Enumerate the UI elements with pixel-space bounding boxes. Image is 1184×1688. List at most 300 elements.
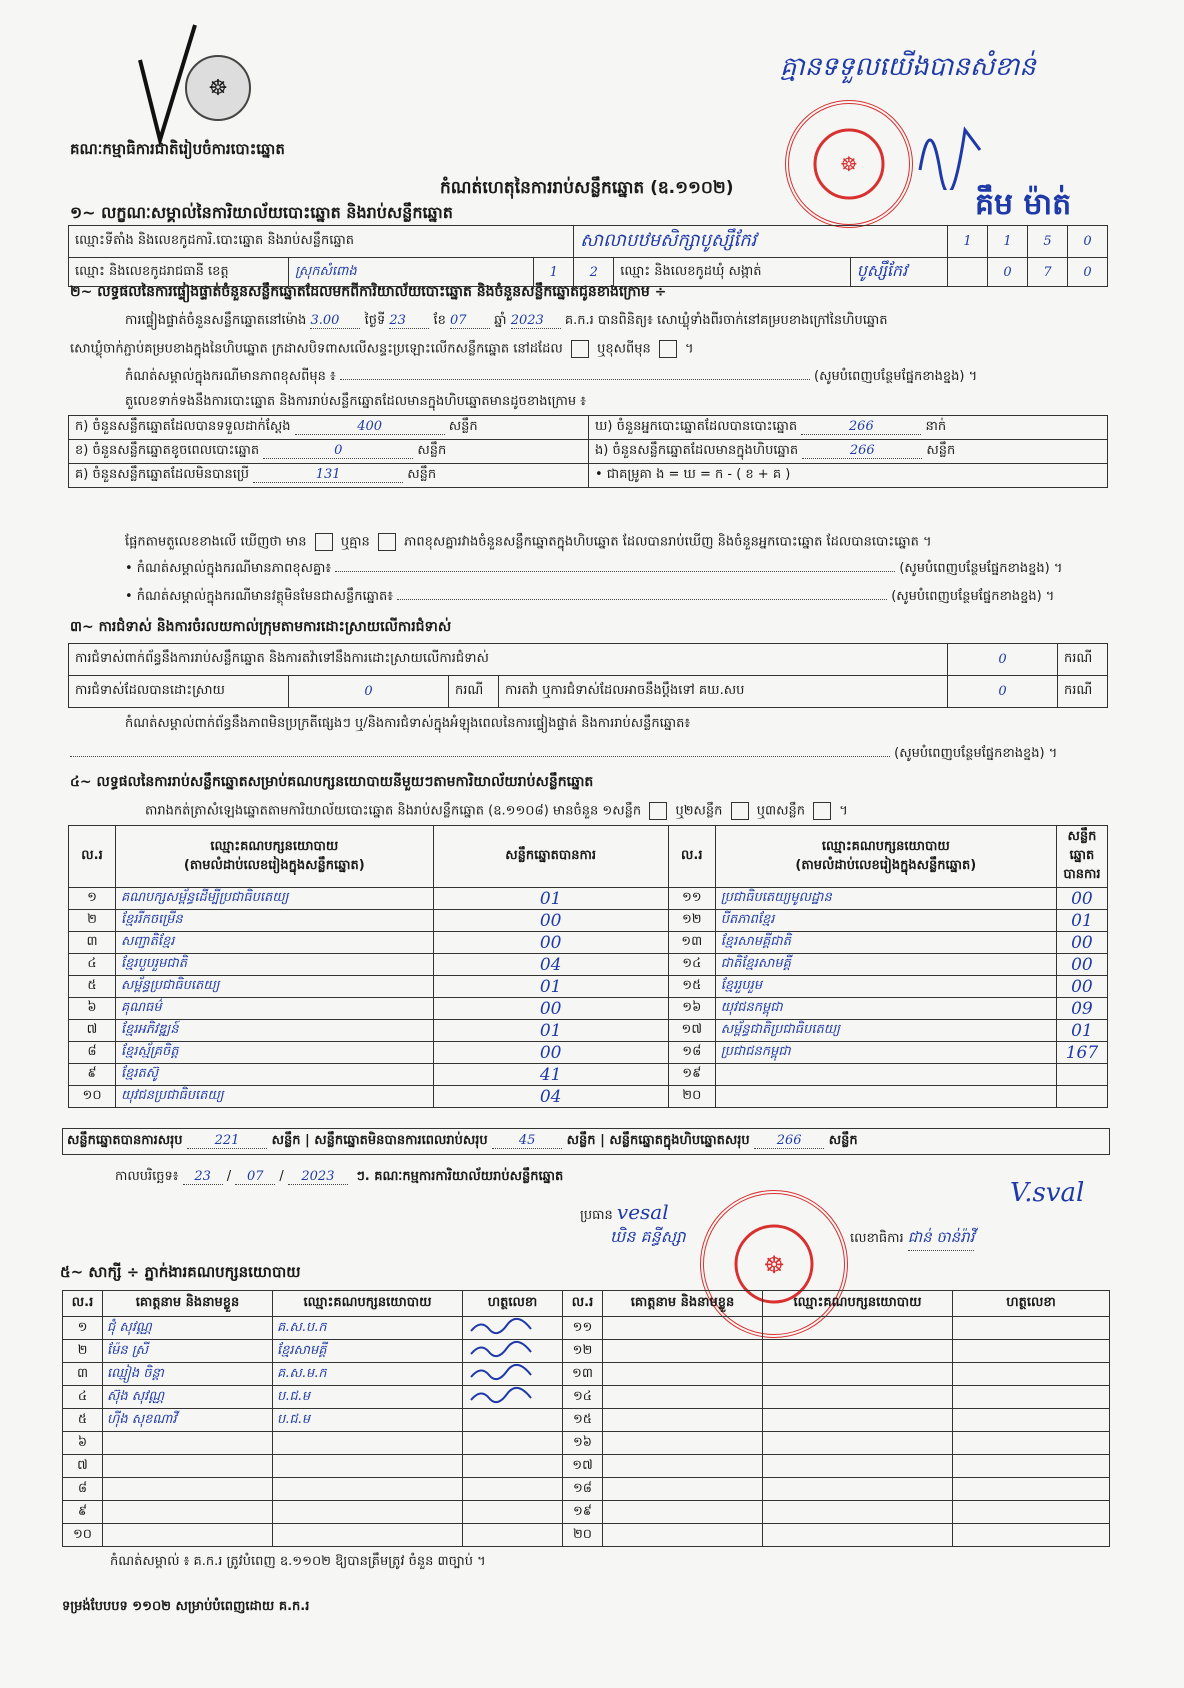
site-value: សាលាបឋមសិក្សាបូស្សឹកែវ (574, 226, 948, 258)
witness-party (273, 1501, 463, 1524)
chair-signature: vesal (616, 1200, 669, 1224)
table-row (69, 1064, 1108, 1086)
witness-party[interactable] (763, 1432, 953, 1455)
verify-text-e: គ.ក.រ បានពិនិត្យ៖ សោឃ្លុំទាំងពីរចាក់នៅគម្របខាងក្រៅនៃហិបឆ្នោត (564, 313, 888, 328)
witness-no: ១៧ (563, 1455, 603, 1478)
result-no: ៨ (69, 1042, 116, 1064)
witness-sign (463, 1386, 563, 1409)
witness-name[interactable] (603, 1340, 763, 1363)
witness-sign[interactable] (463, 1478, 563, 1501)
result-no: ១៧ (668, 1020, 715, 1042)
irregularity-note: កំណត់សម្គាល់ពាក់ព័ន្ធនឹងភាពមិនប្រក្រតីផ្សេងៗ ឬ/និងការជំទាស់ក្នុងអំឡុងពេលនៃការផ្ទៀងផ្ទាត់ និងការរាប់សន្លឹកឆ្នោត៖ (125, 716, 691, 731)
witness-header-no-right: ល.រ (563, 1291, 603, 1317)
total-invalid-unit: សន្លឹក (566, 1133, 596, 1148)
date-year: 2023 (288, 1169, 348, 1185)
resolved-unit: ករណី (449, 676, 499, 708)
witness-body (63, 1317, 1110, 1547)
result-party: ខ្មែរសាមគ្គីជាតិ (715, 932, 1056, 954)
date-month: 07 (235, 1169, 275, 1185)
witness-header-party-right: ឈ្មោះគណបក្សនយោបាយ (763, 1291, 953, 1317)
result-party: សញ្ជាតិខ្មែរ (116, 932, 434, 954)
results-header-party-right-title: ឈ្មោះគណបក្សនយោបាយ (821, 838, 950, 854)
witness-name[interactable] (603, 1524, 763, 1547)
result-votes: 01 (1056, 1020, 1107, 1042)
appeal-label: ការតវ៉ា ឬការជំទាស់ដែលអាចនឹងប្តឹងទៅ គឃ.សប (499, 676, 948, 708)
witness-name: ម៉ែន ស្រី (103, 1340, 273, 1363)
result-no: ១០ (69, 1086, 116, 1108)
total-box-unit: សន្លឹក (828, 1133, 858, 1148)
witness-sign (463, 1340, 563, 1363)
result-party: គុណធម៌ (116, 998, 434, 1020)
result-no: ១៤ (668, 954, 715, 976)
witness-no: ២០ (563, 1524, 603, 1547)
result-votes: 04 (433, 954, 668, 976)
commune-label: ឈ្មោះ និងលេខកូដឃុំ សង្កាត់ (614, 258, 850, 287)
result-votes: 04 (433, 1086, 668, 1108)
party-results-body (69, 888, 1108, 1108)
witness-no: ១៩ (563, 1501, 603, 1524)
bullet2-fill-more: (សូមបំពេញបន្ថែមផ្នែកខាងខ្នង) ។ (891, 589, 1055, 604)
result-party: ខ្មែរបួបរួមជាតិ (116, 954, 434, 976)
result-no: ៧ (69, 1020, 116, 1042)
witness-no: ១៦ (563, 1432, 603, 1455)
results-header-party-left (116, 826, 434, 888)
province-label: ឈ្មោះ និងលេខកូដរាជធានី ខេត្ត (69, 258, 289, 287)
voters-value: 266 (801, 419, 921, 435)
witness-party[interactable] (763, 1317, 953, 1340)
witness-name: ស៊ុង សុវណ្ណ (103, 1386, 273, 1409)
result-party (715, 1086, 1056, 1108)
stamp-emblem-icon (809, 124, 889, 204)
witness-header-no-left: ល.រ (63, 1291, 103, 1317)
voters-unit: នាក់ (925, 419, 947, 434)
section1-table (68, 225, 1108, 287)
tally-intro: តារាងកត់ត្រាសំឡេងឆ្នោតតាមការិយាល័យបោះឆ្នោត និងរាប់សន្លឹកឆ្នោត (ឧ.១១០៨) មានចំនួន ១សន្លឹក (145, 803, 642, 819)
spoiled-unit: សន្លឹក (417, 443, 447, 458)
spoiled-value: 0 (263, 443, 413, 459)
date-signer-line: កាលបរិច្ឆេទ៖ 23 / 07 / 2023 ៗ. គណៈកម្មការការិយាល័យរាប់សន្លឹកឆ្នោត (115, 1169, 564, 1184)
witness-header-name-left: គោត្តនាម និងនាមខ្លួន (103, 1291, 273, 1317)
inbox-value: 266 (802, 443, 922, 459)
result-party: ខ្មែរតស៊ូ (116, 1064, 434, 1086)
result-no: ២ (69, 910, 116, 932)
tally-intro-line: តារាងកត់ត្រាសំឡេងឆ្នោតតាមការិយាល័យបោះឆ្នោត និងរាប់សន្លឹកឆ្នោត (ឧ.១១០៨) មានចំនួន ១សន្លឹក ឬ២សន្លឹក ឬ៣សន្លឹក ។ (145, 803, 848, 819)
form-title: កំណត់ហេតុនៃការរាប់សន្លឹកឆ្នោត (ឧ.១១០២) (440, 178, 734, 198)
tally-intro-c: ឬ៣សន្លឹក (756, 803, 805, 819)
compare-none-text: ឬគ្មាន (340, 534, 370, 550)
result-party: សម្ព័ន្ធជាតិប្រជាធិបតេយ្យ (715, 1020, 1056, 1042)
witness-party[interactable] (763, 1340, 953, 1363)
witness-sign[interactable] (953, 1317, 1110, 1340)
table-row (63, 1524, 1110, 1547)
inbox-label: ង) ចំនួនសន្លឹកឆ្នោតដែលមានក្នុងហិបឆ្នោត (595, 443, 799, 458)
witness-party: ប.ជ.ម (273, 1386, 463, 1409)
changed-text: ឬខុសពីមុន (597, 341, 651, 357)
result-no: ៦ (69, 998, 116, 1020)
signature-scribble-icon (467, 1340, 537, 1358)
commune-value: បូស្សឹកែវ (850, 258, 947, 287)
spoiled-cell (69, 440, 589, 464)
result-votes: 00 (1056, 932, 1107, 954)
table-row (63, 1432, 1110, 1455)
total-valid-label: សន្លឹកឆ្នោតបានការសរុប (67, 1133, 183, 1148)
secretary-block (850, 1228, 974, 1251)
witness-party: ប.ជ.ម (273, 1409, 463, 1432)
result-votes (1056, 1064, 1107, 1086)
site-label: ឈ្មោះទីតាំង និងលេខកូដការិ.បោះឆ្នោត និងរាប់សន្លឹកឆ្នោត (69, 226, 574, 258)
result-no: ១ (69, 888, 116, 910)
appeal-value: 0 (948, 676, 1058, 708)
province-code-2: 2 (574, 258, 614, 287)
witness-party (273, 1432, 463, 1455)
result-votes: 41 (433, 1064, 668, 1086)
table-row (63, 1478, 1110, 1501)
witness-no: ១ (63, 1317, 103, 1340)
witness-party[interactable] (763, 1524, 953, 1547)
result-party: ជាតិខ្មែរសាមគ្គី (715, 954, 1056, 976)
witness-party[interactable] (763, 1386, 953, 1409)
received-unit: សន្លឹក (448, 419, 478, 434)
witness-sign[interactable] (953, 1386, 1110, 1409)
total-box-value: 266 (754, 1133, 824, 1149)
witness-sign[interactable] (953, 1432, 1110, 1455)
witness-sign (463, 1363, 563, 1386)
witness-party: គ.ស.ម.ក (273, 1363, 463, 1386)
table-row (63, 1386, 1110, 1409)
inbox-cell (589, 440, 1108, 464)
witness-sign[interactable] (463, 1501, 563, 1524)
witness-sign[interactable] (953, 1409, 1110, 1432)
witness-party[interactable] (763, 1478, 953, 1501)
svg-text:☸: ☸ (840, 152, 858, 176)
result-party: ខ្មែរអភិវឌ្ឍន៍ (116, 1020, 434, 1042)
check-mark (130, 20, 200, 150)
bullet2-line (125, 588, 1115, 607)
compare-text: ផ្អែកតាមតួលេខខាងលើ ឃើញថា មាន (125, 534, 307, 550)
witness-no: ៤ (63, 1386, 103, 1409)
total-box-label: សន្លឹកឆ្នោតក្នុងហិបឆ្នោតសរុប (609, 1133, 750, 1148)
witness-no: ១៣ (563, 1363, 603, 1386)
signature-scribble-icon (467, 1386, 537, 1404)
table-row (69, 910, 1108, 932)
result-no: ១៩ (668, 1064, 715, 1086)
objection-unit: ករណី (1058, 644, 1108, 676)
verify-year: 2023 (511, 313, 561, 329)
result-party: ប្រជាធិបតេយ្យមូលដ្ឋាន (715, 888, 1056, 910)
result-party: គណបក្សសម្ព័ន្ធដើម្បីប្រជាធិបតេយ្យ (116, 888, 434, 910)
result-votes: 00 (1056, 954, 1107, 976)
commission-name: គណៈកម្មាធិការជាតិរៀបចំការបោះឆ្នោត (70, 140, 285, 158)
site-code-2: 1 (988, 226, 1028, 258)
inbox-unit: សន្លឹក (926, 443, 956, 458)
handwritten-name: គឹម ម៉ាត់ (975, 187, 1072, 222)
table-row (63, 1409, 1110, 1432)
result-party: ប្រជាជនកម្ពុជា (715, 1042, 1056, 1064)
verify-day: 23 (389, 313, 429, 329)
verification-line (125, 312, 1115, 331)
site-code-3: 5 (1028, 226, 1068, 258)
witness-name[interactable] (603, 1363, 763, 1386)
witness-party (273, 1524, 463, 1547)
table-row (63, 1317, 1110, 1340)
witness-name[interactable] (603, 1409, 763, 1432)
witness-sign[interactable] (463, 1524, 563, 1547)
no-difference-checkbox[interactable] (378, 533, 396, 551)
chair-block (580, 1200, 686, 1250)
nec-logo: ☸ (185, 55, 251, 121)
results-header-votes-right: សន្លឹកឆ្នោតបានការ (1056, 826, 1107, 888)
section3-title: ៣~ ការជំទាស់ និងការចំរលយកាល់ក្រុមតាមការដោះស្រាយលើការជំទាស់ (70, 619, 452, 635)
commune-code-2: 7 (1028, 258, 1068, 287)
witness-sign[interactable] (953, 1363, 1110, 1386)
witness-sign[interactable] (463, 1455, 563, 1478)
result-no: ៥ (69, 976, 116, 998)
compare-rest-text: ភាពខុសគ្នារវាងចំនួនសន្លឹកឆ្នោតក្នុងហិបឆ្នោត ដែលបានរាប់ឃើញ និងចំនួនអ្នកបោះឆ្នោត ដែលបានបោះឆ្នោត ។ (404, 534, 932, 550)
result-no: ១៦ (668, 998, 715, 1020)
table-row (69, 1086, 1108, 1108)
signature-scribble-icon (467, 1317, 537, 1335)
result-no: ២០ (668, 1086, 715, 1108)
total-valid-value: 221 (187, 1133, 267, 1149)
footnote: កំណត់សម្គាល់ ៖ គ.ក.រ ត្រូវបំពេញ ឧ.១១០២ ឱ្យបានត្រឹមត្រូវ ចំនួន ៣ច្បាប់ ។ (110, 1554, 486, 1569)
province-code-1: 1 (534, 258, 574, 287)
witness-no: ១០ (63, 1524, 103, 1547)
witness-no: ៩ (63, 1501, 103, 1524)
same-checkbox[interactable] (571, 340, 589, 358)
total-invalid-value: 45 (492, 1133, 562, 1149)
witness-name[interactable] (603, 1386, 763, 1409)
difference-note-line (125, 368, 1115, 387)
verify-text-a: ការផ្ទៀងផ្ទាត់ចំនួនសន្លឹកឆ្នោតនៅម៉ោង (125, 313, 307, 328)
commune-code-3: 0 (1068, 258, 1108, 287)
appeal-unit: ករណី (1058, 676, 1108, 708)
result-party: ខ្មែររីកចម្រើន (116, 910, 434, 932)
secretary-name: ជាន់ ចាន់រ៉ាវី (908, 1228, 975, 1251)
svg-text:☸: ☸ (763, 1251, 785, 1279)
total-valid-unit: សន្លឹក (271, 1133, 301, 1148)
voters-cell (589, 416, 1108, 440)
seal-check-line: សោឃ្លុំចាក់ភ្ជាប់គម្របខាងក្នុងនៃហិបឆ្នោត ក្រដាសបិទពាសលើសន្ទះប្រឡោះលើកសន្លឹកឆ្នោត នៅដដែល ឬខុសពីមុន ។ (70, 341, 694, 357)
witness-header-sign-left: ហត្ថលេខា (463, 1291, 563, 1317)
witness-sign (463, 1317, 563, 1340)
witness-no: ៣ (63, 1363, 103, 1386)
section2-title: ២~ លទ្ធផលនៃការផ្ទៀងផ្ទាត់ចំនួនសន្លឹកឆ្នោតដែលមកពីការិយាល័យបោះឆ្នោត និងចំនួនសន្លឹកឆ្នោតជូនខាងក្រោម ÷ (70, 284, 667, 300)
witness-name[interactable] (603, 1501, 763, 1524)
results-header-party-left-title: ឈ្មោះគណបក្សនយោបាយ (210, 838, 339, 854)
result-no: ១៨ (668, 1042, 715, 1064)
witness-header-name-right: គោត្តនាម និងនាមខ្លួន (603, 1291, 763, 1317)
resolved-value: 0 (289, 676, 449, 708)
result-votes: 00 (1056, 976, 1107, 998)
objection-label: ការជំទាស់ពាក់ព័ន្ធនឹងការរាប់សន្លឹកឆ្នោត និងការតវ៉ាទៅនឹងការដោះស្រាយលើការជំទាស់ (69, 644, 948, 676)
verify-month: 07 (450, 313, 490, 329)
table-row (69, 932, 1108, 954)
result-no: ១១ (668, 888, 715, 910)
witness-name[interactable] (603, 1478, 763, 1501)
changed-checkbox[interactable] (659, 340, 677, 358)
ballot-numbers-table (68, 415, 1108, 488)
seal-check-text: សោឃ្លុំចាក់ភ្ជាប់គម្របខាងក្នុងនៃហិបឆ្នោត ក្រដាសបិទពាសលើសន្ទះប្រឡោះលើកសន្លឹកឆ្នោត នៅដដែល (70, 341, 563, 357)
handwritten-signature-top (910, 110, 990, 194)
formula-cell: • ជាគម្រូគា ង = ឃ = ក - ( ខ + គ ) (589, 464, 1108, 488)
witness-name (103, 1478, 273, 1501)
party-results-table (68, 825, 1108, 1108)
witness-sign[interactable] (953, 1501, 1110, 1524)
irregularity-line (70, 745, 1110, 764)
result-no: ៤ (69, 954, 116, 976)
site-code-4: 0 (1068, 226, 1108, 258)
witness-no: ១៨ (563, 1478, 603, 1501)
table-row (63, 1340, 1110, 1363)
one-sheet-checkbox[interactable] (649, 802, 667, 820)
verify-text-c: ខែ (433, 313, 446, 328)
signature-scribble-icon (467, 1363, 537, 1381)
result-party: យុវជនកម្ពុជា (715, 998, 1056, 1020)
numbers-intro: តួលេខទាក់ទងនឹងការបោះឆ្នោត និងការរាប់សន្លឹកឆ្នោតដែលមានក្នុងហិបឆ្នោតមានដូចខាងក្រោម ៖ (125, 394, 586, 409)
witness-party[interactable] (763, 1501, 953, 1524)
fill-more-text: (សូមបំពេញបន្ថែមផ្នែកខាងខ្នង) ។ (814, 369, 978, 384)
totals-line: សន្លឹកឆ្នោតបានការសរុប 221 សន្លឹក | សន្លឹកឆ្នោតមិនបានការពេលរាប់សរុប 45 សន្លឹក | សន្លឹកឆ្នោតក្នុងហិបឆ្នោតសរុប 266 សន្លឹក (62, 1128, 1110, 1155)
section1-title: ១~ លក្ខណៈសម្គាល់នៃការិយាល័យបោះឆ្នោត និងរាប់សន្លឹកឆ្នោត (70, 203, 453, 222)
spoiled-label: ខ) ចំនួនសន្លឹកឆ្នោតខូចពេលបោះឆ្នោត (75, 443, 260, 458)
witness-sign[interactable] (953, 1524, 1110, 1547)
witness-party[interactable] (763, 1363, 953, 1386)
result-no: ១៥ (668, 976, 715, 998)
section4-title: ៤~ លទ្ធផលនៃការរាប់សន្លឹកឆ្នោតសម្រាប់គណបក្សនយោបាយនីមួយៗតាមការិយាល័យរាប់សន្លឹកឆ្នោត (70, 774, 594, 790)
witness-party: គ.ស.ប.ក (273, 1317, 463, 1340)
result-party: សម្ព័ន្ធប្រជាធិបតេយ្យ (116, 976, 434, 998)
result-votes (1056, 1086, 1107, 1108)
witness-name: ឈ្មៀង ចិន្ដា (103, 1363, 273, 1386)
result-votes: 01 (433, 888, 668, 910)
compare-line (125, 533, 1115, 553)
result-no: ៩ (69, 1064, 116, 1086)
result-votes: 01 (433, 1020, 668, 1042)
witness-name[interactable] (603, 1455, 763, 1478)
secretary-label: លេខាធិការ (850, 1231, 904, 1246)
result-votes: 01 (433, 976, 668, 998)
voters-label: ឃ) ចំនួនអ្នកបោះឆ្នោតដែលបានបោះឆ្នោត (595, 419, 798, 434)
table-row (69, 1020, 1108, 1042)
unused-value: 131 (253, 467, 403, 483)
witness-sign[interactable] (463, 1432, 563, 1455)
result-votes: 01 (1056, 910, 1107, 932)
province-value: ស្រុកសំពោង (289, 258, 534, 287)
results-header-votes-left: សន្លឹកឆ្នោតបានការ (433, 826, 668, 888)
witness-party[interactable] (763, 1409, 953, 1432)
unused-cell (69, 464, 589, 488)
result-votes: 00 (433, 910, 668, 932)
witness-no: ៧ (63, 1455, 103, 1478)
witness-no: ៨ (63, 1478, 103, 1501)
witness-no: ១៤ (563, 1386, 603, 1409)
difference-note-label: កំណត់សម្គាល់ក្នុងករណីមានភាពខុសពីមុន ៖ (125, 369, 336, 384)
results-header-party-left-sub: (តាមលំដាប់លេខរៀងក្នុងសន្លឹកឆ្នោត) (183, 857, 365, 873)
result-votes: 00 (433, 998, 668, 1020)
unused-label: គ) ចំនួនសន្លឹកឆ្នោតដែលមិនបានប្រើ (75, 467, 249, 482)
unused-unit: សន្លឹក (407, 467, 437, 482)
bullet2-field[interactable] (397, 599, 887, 600)
result-party (715, 1064, 1056, 1086)
witness-table (62, 1290, 1110, 1547)
witness-sign[interactable] (953, 1455, 1110, 1478)
irregularity-field[interactable] (70, 756, 890, 757)
results-header-no-left: ល.រ (69, 826, 116, 888)
red-stamp-top (785, 100, 913, 228)
bullet1-field[interactable] (335, 571, 895, 572)
witness-header-party-left: ឈ្មោះគណបក្សនយោបាយ (273, 1291, 463, 1317)
verify-time: 3.00 (310, 313, 360, 329)
witness-name[interactable] (603, 1317, 763, 1340)
verify-text-b: ថ្ងៃទី (364, 313, 386, 328)
witness-no: ១២ (563, 1340, 603, 1363)
verify-text-d: ឆ្នាំ (494, 313, 507, 328)
irregularity-fill-more: (សូមបំពេញបន្ថែមផ្នែកខាងខ្នង) ។ (894, 746, 1058, 761)
difference-note-field[interactable] (340, 379, 810, 380)
received-value: 400 (295, 419, 445, 435)
witness-name (103, 1524, 273, 1547)
objection-value: 0 (948, 644, 1058, 676)
witness-no: ៥ (63, 1409, 103, 1432)
bullet1-label: • កំណត់សម្គាល់ក្នុងករណីមានភាពខុសគ្នា៖ (125, 561, 332, 576)
result-votes: 00 (433, 1042, 668, 1064)
table-row (69, 1042, 1108, 1064)
secretary-signature: V.sval (1010, 1178, 1085, 1208)
bullet1-line (125, 560, 1115, 579)
handwritten-top-note: គ្មានទទួលយើងបានសំខាន់ (780, 52, 1036, 82)
result-votes: 00 (433, 932, 668, 954)
witness-name (103, 1455, 273, 1478)
result-votes: 09 (1056, 998, 1107, 1020)
site-code-1: 1 (948, 226, 988, 258)
received-label: ក) ចំនួនសន្លឹកឆ្នោតដែលបានទទួលដាក់ស្តែង (75, 419, 291, 434)
results-header-no-right: ល.រ (668, 826, 715, 888)
table-row (69, 998, 1108, 1020)
witness-party[interactable] (763, 1455, 953, 1478)
result-party: ខ្មែរស្ម័គ្រចិត្ត (116, 1042, 434, 1064)
chair-label: ប្រធាន (580, 1208, 613, 1223)
table-row (69, 888, 1108, 910)
date-label: កាលបរិច្ឆេទ៖ (115, 1169, 179, 1184)
objections-table (68, 643, 1108, 708)
witness-sign[interactable] (953, 1478, 1110, 1501)
has-difference-checkbox[interactable] (315, 533, 333, 551)
two-sheet-checkbox[interactable] (731, 802, 749, 820)
three-sheet-checkbox[interactable] (813, 802, 831, 820)
witness-sign[interactable] (463, 1409, 563, 1432)
witness-name (103, 1501, 273, 1524)
received-cell (69, 416, 589, 440)
form-code: ទម្រង់បែបបទ ១១០២ សម្រាប់បំពេញដោយ គ.ក.រ (62, 1599, 310, 1614)
result-no: ១២ (668, 910, 715, 932)
table-row (63, 1363, 1110, 1386)
results-header-party-right-sub: (តាមលំដាប់លេខរៀងក្នុងសន្លឹកឆ្នោត) (795, 857, 977, 873)
witness-name[interactable] (603, 1432, 763, 1455)
result-votes: 167 (1056, 1042, 1107, 1064)
section5-title: ៥~ សាក្សី ÷ ភ្នាក់ងារគណបក្សនយោបាយ (60, 1263, 301, 1281)
bullet2-label: • កំណត់សម្គាល់ក្នុងករណីមានវត្ថុមិនមែនជាសន្លឹកឆ្នោត៖ (125, 589, 393, 604)
witness-name: ជុំ សុវណ្ណ (103, 1317, 273, 1340)
witness-party: ខ្មែរសាមគ្គី (273, 1340, 463, 1363)
table-row (63, 1501, 1110, 1524)
result-party: បីតភាពខ្មែរ (715, 910, 1056, 932)
witness-no: ១១ (563, 1317, 603, 1340)
witness-no: ៦ (63, 1432, 103, 1455)
commune-code-1: 0 (988, 258, 1028, 287)
signer-org: ៗ. គណៈកម្មការការិយាល័យរាប់សន្លឹកឆ្នោត (356, 1169, 564, 1184)
witness-sign[interactable] (953, 1340, 1110, 1363)
witness-no: ២ (63, 1340, 103, 1363)
